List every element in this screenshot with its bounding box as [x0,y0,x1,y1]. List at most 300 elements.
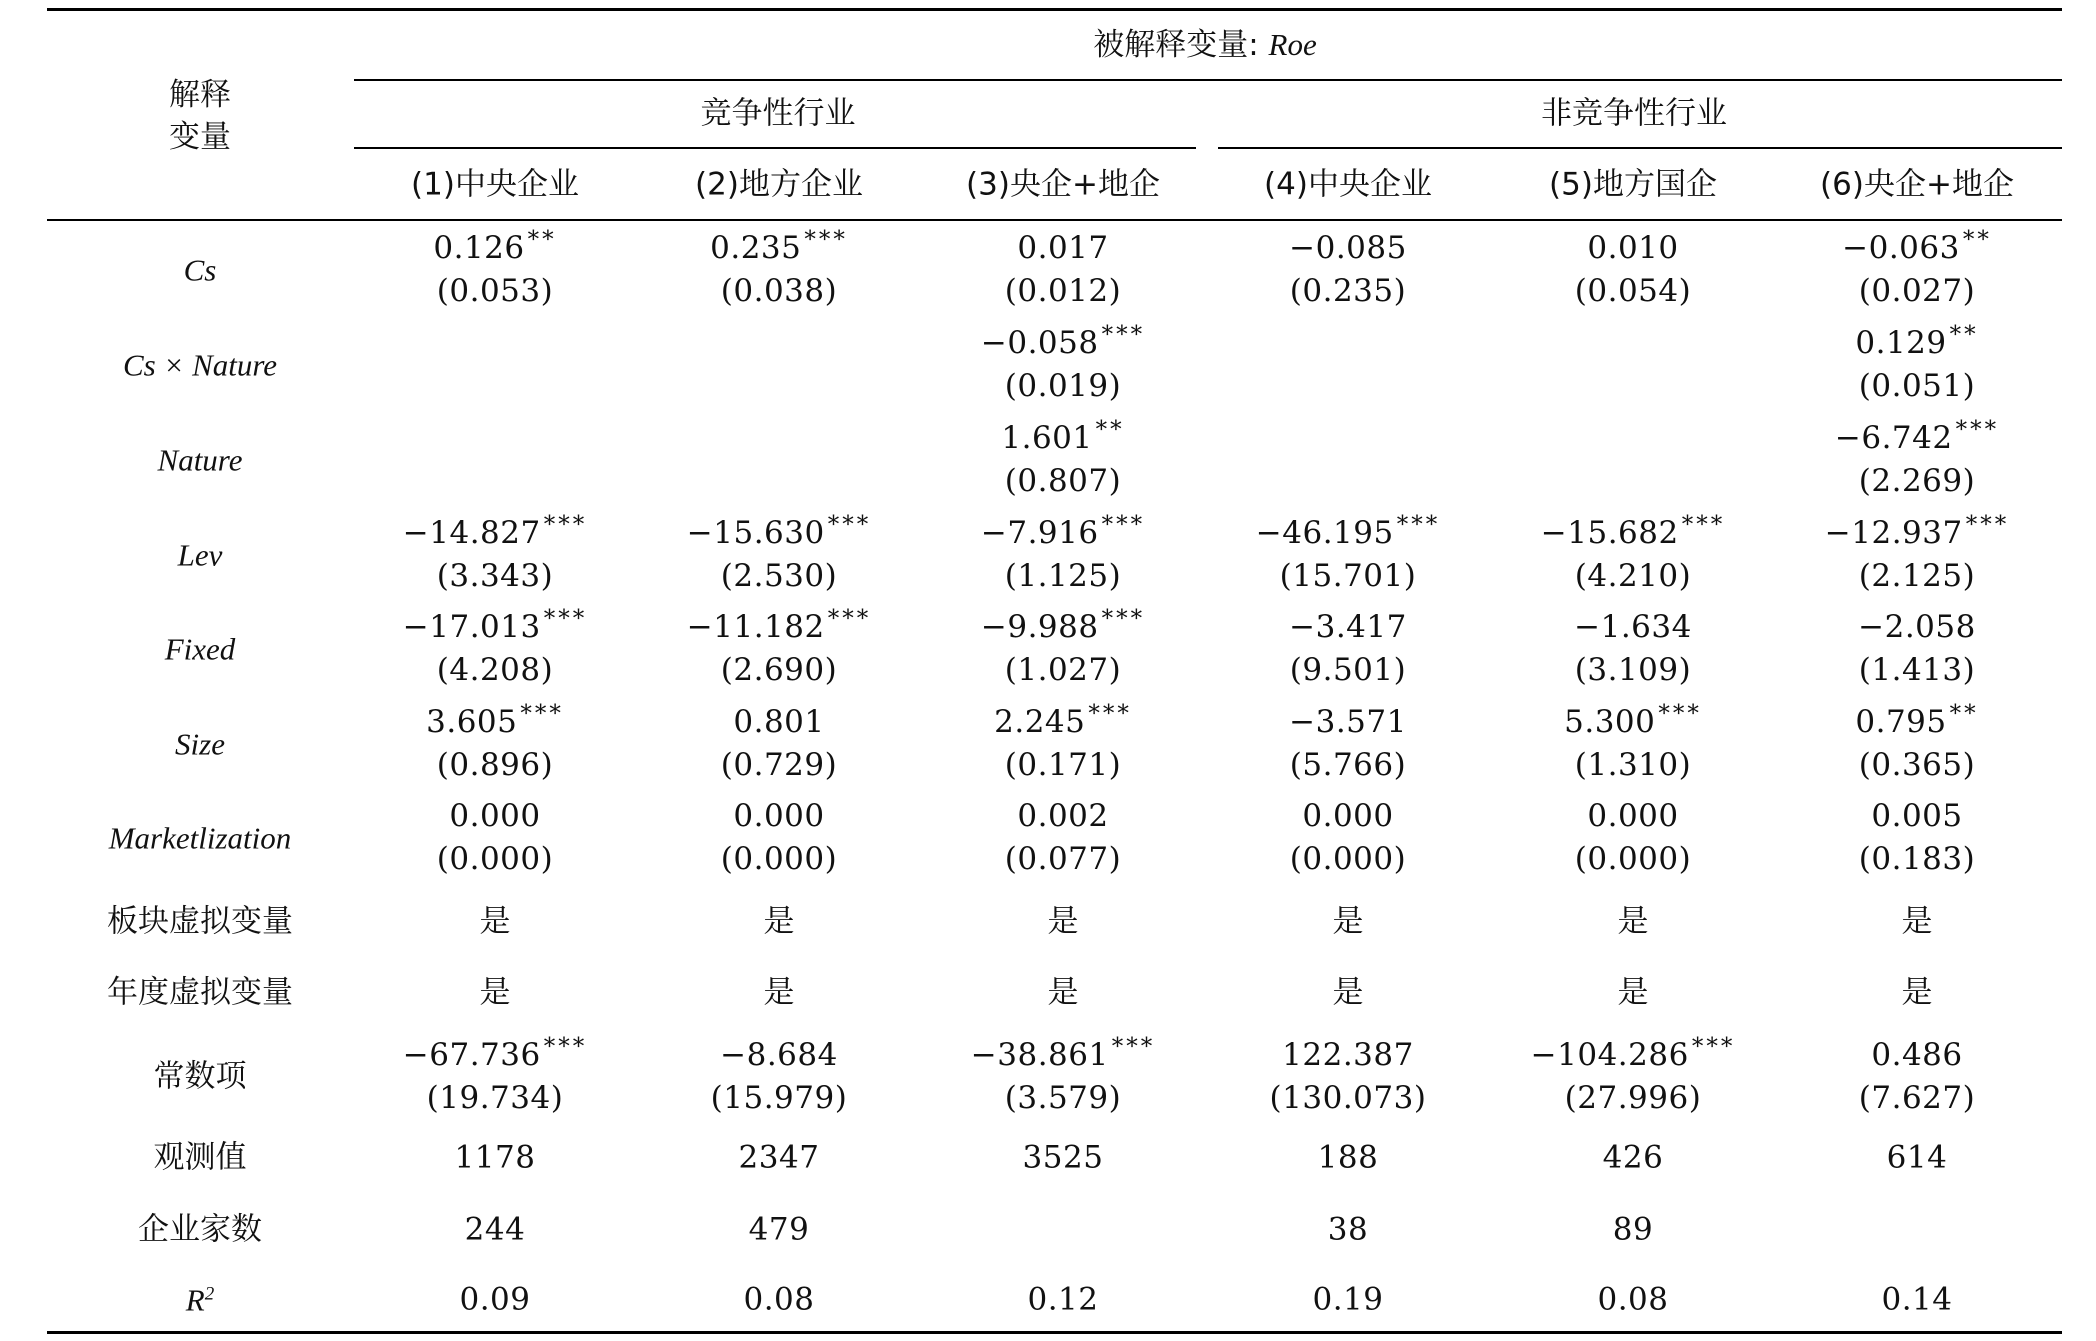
standard-error: (0.053) [436,273,554,309]
coefficient-value: 是 [1901,974,1933,1011]
dependent-prefix: 被解释变量: [1093,27,1259,63]
row-label [122,347,278,383]
significance-stars: ** [1095,417,1125,443]
coefficient [1617,974,1649,1011]
significance-stars: *** [1111,1034,1156,1060]
row-label-text: Marketlization [108,820,292,856]
table-cell [1858,798,1976,877]
coefficient [454,1139,536,1176]
coefficient-value: 0.002 [1017,798,1109,834]
table-cell [1004,230,1122,309]
table-cell [402,1034,588,1116]
coefficient-value: −7.916 [980,515,1099,551]
standard-error: (27.996) [1564,1080,1702,1116]
standard-error: (1.310) [1574,747,1692,783]
coefficient-value: −1.634 [1574,609,1692,645]
row-header-line2: 变量 [169,119,231,155]
coefficient [1289,704,1407,740]
table-cell [1574,230,1692,309]
table-cell [994,701,1132,783]
significance-stars: *** [543,1034,588,1060]
significance-stars: *** [827,512,872,538]
coefficient [1881,1281,1953,1318]
significance-stars: *** [827,606,872,632]
significance-stars: ** [1949,322,1979,348]
top-rule [47,8,2062,11]
standard-error: (3.109) [1574,652,1692,688]
coefficient-value: 188 [1317,1139,1379,1176]
table-cell [1289,609,1407,688]
coefficient [1017,798,1109,834]
coefficient-value: 2347 [738,1139,820,1176]
coefficient [763,903,795,940]
table-cell [454,1139,536,1176]
standard-error: (2.690) [720,652,838,688]
significance-stars: *** [1955,417,2000,443]
coefficient-value: −17.013 [402,609,541,645]
table-cell [743,1281,815,1318]
row-label-text: 年度虚拟变量 [107,974,293,1011]
coefficient-value: 是 [1047,974,1079,1011]
coefficient-value: −6.742 [1834,420,1953,456]
column-header-2: (2)地方企业 [695,166,863,203]
coefficient [748,1211,810,1248]
coefficient [733,798,825,834]
coefficient [1289,230,1407,266]
coefficient [1047,903,1079,940]
significance-stars: *** [1658,701,1702,727]
table-cell [479,903,511,940]
standard-error: (4.208) [436,652,554,688]
coefficient-value: 5.300 [1564,704,1656,740]
coefficient-value: 是 [1617,903,1649,940]
standard-error: (0.000) [1289,841,1407,877]
row-header-title [169,75,231,159]
table-cell [1332,974,1364,1011]
coefficient [1855,701,1979,740]
coefficient-value: 244 [464,1211,526,1248]
significance-stars: *** [1681,512,1726,538]
group-noncompetitive: 非竞争性行业 [1541,95,1727,132]
standard-error: (0.183) [1858,841,1976,877]
coefficient-value: −11.182 [686,609,825,645]
table-cell [1617,974,1649,1011]
row-label [108,820,292,856]
coefficient-value: 426 [1602,1139,1664,1176]
table-cell [426,701,564,783]
coefficient [1255,512,1441,551]
table-cell [980,512,1146,594]
coefficient-value: −8.684 [720,1037,838,1073]
significance-stars: *** [1088,701,1132,727]
table-cell [1289,704,1407,783]
standard-error: (4.210) [1574,558,1692,594]
column-header-5: (5)地方国企 [1549,166,1717,203]
table-cell [1564,701,1702,783]
coefficient [1282,1037,1414,1073]
header-bottom-rule [47,219,2062,221]
standard-error: (15.979) [710,1080,848,1116]
row-label [107,903,293,940]
standard-error: (0.807) [1004,463,1122,499]
standard-error: (0.012) [1004,273,1122,309]
table-cell [763,974,795,1011]
coefficient [1564,701,1702,740]
standard-error: (2.269) [1858,463,1976,499]
competitive-group-underline [354,147,1196,149]
coefficient [1317,1139,1379,1176]
row-label-text: 常数项 [153,1058,247,1095]
coefficient [1540,512,1726,551]
row-header-line1: 解释 [169,77,231,114]
standard-error: (3.579) [1004,1080,1122,1116]
table-cell [1886,1139,1948,1176]
table-cell [1858,1037,1976,1116]
table-cell [980,322,1146,404]
coefficient-value: 38 [1327,1211,1369,1248]
table-cell [1574,798,1692,877]
table-cell [1855,701,1979,783]
coefficient [1587,230,1679,266]
coefficient-value: −3.571 [1289,704,1407,740]
coefficient [970,1034,1156,1073]
coefficient-value: 0.005 [1871,798,1963,834]
row-label [157,442,243,478]
coefficient-value: 479 [748,1211,810,1248]
row-label-text: R [185,1282,205,1318]
standard-error: (0.729) [720,747,838,783]
row-label-text: Size [175,726,225,762]
significance-stars: *** [804,227,848,253]
coefficient-value: 0.801 [733,704,825,740]
coefficient [980,606,1146,645]
coefficient [1597,1281,1669,1318]
coefficient [449,798,541,834]
row-label-text: Cs [183,252,217,288]
coefficient [1574,609,1692,645]
coefficient-value: 0.795 [1855,704,1947,740]
coefficient [1871,1037,1963,1073]
coefficient [402,512,588,551]
significance-stars: ** [1962,227,1992,253]
significance-stars: *** [1396,512,1441,538]
coefficient [1612,1211,1654,1248]
coefficient-value: 1178 [454,1139,536,1176]
table-cell [720,704,838,783]
table-cell [1004,798,1122,877]
standard-error: (0.019) [1004,368,1122,404]
coefficient [1587,798,1679,834]
coefficient-value: −67.736 [402,1037,541,1073]
coefficient [994,701,1132,740]
coefficient [738,1139,820,1176]
coefficient-value: 0.017 [1017,230,1109,266]
coefficient-value: −12.937 [1824,515,1963,551]
coefficient [1901,903,1933,940]
significance-stars: *** [1101,512,1146,538]
row-label-text: 板块虚拟变量 [107,903,293,940]
coefficient-value: 是 [1047,903,1079,940]
coefficient [402,606,588,645]
coefficient [1022,1139,1104,1176]
row-label [138,1211,262,1248]
row-label-text: Cs × Nature [122,347,278,383]
coefficient [686,512,872,551]
coefficient-value: −0.085 [1289,230,1407,266]
row-label-text: Fixed [164,631,236,667]
coefficient-value: −15.682 [1540,515,1679,551]
coefficient [1834,417,2000,456]
coefficient [459,1281,531,1318]
standard-error: (0.054) [1574,273,1692,309]
standard-error: (2.125) [1858,558,1976,594]
coefficient [743,1281,815,1318]
coefficient-value: 0.129 [1855,325,1947,361]
coefficient [479,974,511,1011]
table-cell [1540,512,1726,594]
table-cell [1855,322,1979,404]
coefficient-value: −2.058 [1858,609,1976,645]
row-label [183,252,217,288]
coefficient-value: 是 [479,903,511,940]
coefficient [686,606,872,645]
coefficient-value: 0.235 [710,230,802,266]
coefficient-value: −3.417 [1289,609,1407,645]
coefficient [710,227,848,266]
table-cell [686,512,872,594]
significance-stars: ** [1949,701,1979,727]
coefficient-value: 是 [763,903,795,940]
dependent-var-underline [354,79,2062,81]
table-cell [980,606,1146,688]
coefficient [1617,903,1649,940]
coefficient [402,1034,588,1073]
coefficient [1047,974,1079,1011]
table-cell [763,903,795,940]
table-cell [1022,1139,1104,1176]
table-cell [402,606,588,688]
coefficient-value: −9.988 [980,609,1099,645]
standard-error: (5.766) [1289,747,1407,783]
coefficient [1289,609,1407,645]
row-label [185,1282,215,1318]
coefficient [980,512,1146,551]
table-cell [1901,974,1933,1011]
coefficient-value: 0.08 [1597,1281,1669,1318]
row-label-text: 企业家数 [138,1211,262,1248]
coefficient-value: 0.09 [459,1281,531,1318]
table-cell [1617,903,1649,940]
coefficient [479,903,511,940]
standard-error: (0.051) [1858,368,1976,404]
standard-error: (7.627) [1858,1080,1976,1116]
standard-error: (130.073) [1269,1080,1427,1116]
standard-error: (0.896) [436,747,554,783]
significance-stars: ** [527,227,557,253]
coefficient-value: 0.010 [1587,230,1679,266]
table-cell [1901,903,1933,940]
row-label-text: Nature [157,442,243,478]
table-cell [1824,512,2010,594]
standard-error: (0.077) [1004,841,1122,877]
coefficient [733,704,825,740]
coefficient-value: 3525 [1022,1139,1104,1176]
coefficient-value: 0.126 [433,230,525,266]
table-cell [1317,1139,1379,1176]
coefficient-value: 是 [1332,974,1364,1011]
table-cell [710,1037,848,1116]
coefficient-value: 89 [1612,1211,1654,1248]
coefficient-value: 0.000 [1587,798,1679,834]
standard-error: (15.701) [1279,558,1417,594]
row-label-superscript: 2 [204,1283,215,1305]
standard-error: (0.000) [436,841,554,877]
table-cell [464,1211,526,1248]
coefficient [1027,1281,1099,1318]
standard-error: (19.734) [426,1080,564,1116]
standard-error: (0.000) [1574,841,1692,877]
standard-error: (1.027) [1004,652,1122,688]
coefficient [433,227,557,266]
coefficient [763,974,795,1011]
dependent-variable-title [1093,29,1317,61]
coefficient [1001,417,1125,456]
significance-stars: *** [1101,322,1146,348]
table-cell [1047,903,1079,940]
table-cell [1289,798,1407,877]
coefficient [1332,974,1364,1011]
standard-error: (3.343) [436,558,554,594]
noncompetitive-group-underline [1218,147,2062,149]
dependent-var-name: Roe [1268,27,1317,62]
coefficient [1017,230,1109,266]
significance-stars: *** [520,701,564,727]
table-cell [459,1281,531,1318]
table-cell [1881,1281,1953,1318]
standard-error: (1.413) [1858,652,1976,688]
coefficient [1855,322,1979,361]
coefficient-value: 0.486 [1871,1037,1963,1073]
coefficient [1332,903,1364,940]
table-cell [1612,1211,1654,1248]
table-cell [1574,609,1692,688]
table-cell [479,974,511,1011]
standard-error: (0.027) [1858,273,1976,309]
coefficient-value: 是 [1901,903,1933,940]
coefficient [1824,512,2010,551]
significance-stars: *** [1691,1034,1736,1060]
table-cell [1027,1281,1099,1318]
coefficient [1602,1139,1664,1176]
column-header-1: (1)中央企业 [411,166,579,203]
coefficient-value: 3.605 [426,704,518,740]
coefficient-value: −0.063 [1842,230,1960,266]
table-cell [686,606,872,688]
coefficient-value: 是 [763,974,795,1011]
row-label [175,726,225,762]
coefficient [1901,974,1933,1011]
row-label [153,1139,247,1176]
table-cell [1047,974,1079,1011]
table-cell [1530,1034,1736,1116]
table-cell [1327,1211,1369,1248]
row-label [107,974,293,1011]
standard-error: (0.365) [1858,747,1976,783]
row-label [164,631,236,667]
table-cell [1269,1037,1427,1116]
standard-error: (9.501) [1289,652,1407,688]
table-cell [433,227,557,309]
coefficient [1842,227,1992,266]
coefficient-value: 0.000 [449,798,541,834]
table-cell [1312,1281,1384,1318]
table-cell [748,1211,810,1248]
table-cell [738,1139,820,1176]
table-cell [402,512,588,594]
table-cell [720,798,838,877]
coefficient [980,322,1146,361]
coefficient [1858,609,1976,645]
coefficient-value: 是 [1617,974,1649,1011]
group-competitive: 竞争性行业 [700,95,856,132]
column-header-6: (6)央企+地企 [1820,166,2014,203]
table-cell [1834,417,2000,499]
coefficient-value: 0.12 [1027,1281,1099,1318]
coefficient [1312,1281,1384,1318]
coefficient-value: −15.630 [686,515,825,551]
significance-stars: *** [1101,606,1146,632]
coefficient-value: 是 [479,974,511,1011]
bottom-rule [47,1331,2062,1334]
table-cell [1255,512,1441,594]
table-cell [1858,609,1976,688]
coefficient-value: −14.827 [402,515,541,551]
standard-error: (1.125) [1004,558,1122,594]
coefficient-value: 2.245 [994,704,1086,740]
coefficient-value: 0.14 [1881,1281,1953,1318]
table-cell [436,798,554,877]
standard-error: (2.530) [720,558,838,594]
row-label-text: Lev [177,537,223,573]
table-cell [1602,1139,1664,1176]
table-cell [1842,227,1992,309]
coefficient [720,1037,838,1073]
table-cell [1597,1281,1669,1318]
standard-error: (0.171) [1004,747,1122,783]
column-header-4: (4)中央企业 [1264,166,1432,203]
coefficient [1302,798,1394,834]
coefficient-value: 0.08 [743,1281,815,1318]
table-cell [1289,230,1407,309]
table-cell [970,1034,1156,1116]
coefficient-value: −46.195 [1255,515,1394,551]
coefficient [1530,1034,1736,1073]
coefficient-value: −0.058 [980,325,1099,361]
coefficient [464,1211,526,1248]
coefficient-value: 1.601 [1001,420,1093,456]
coefficient-value: −38.861 [970,1037,1109,1073]
table-cell [710,227,848,309]
standard-error: (0.038) [720,273,838,309]
significance-stars: *** [1965,512,2010,538]
standard-error: (0.235) [1289,273,1407,309]
coefficient-value: −104.286 [1530,1037,1689,1073]
coefficient [1327,1211,1369,1248]
significance-stars: *** [543,512,588,538]
table-cell [1001,417,1125,499]
table-cell [1332,903,1364,940]
coefficient [1871,798,1963,834]
